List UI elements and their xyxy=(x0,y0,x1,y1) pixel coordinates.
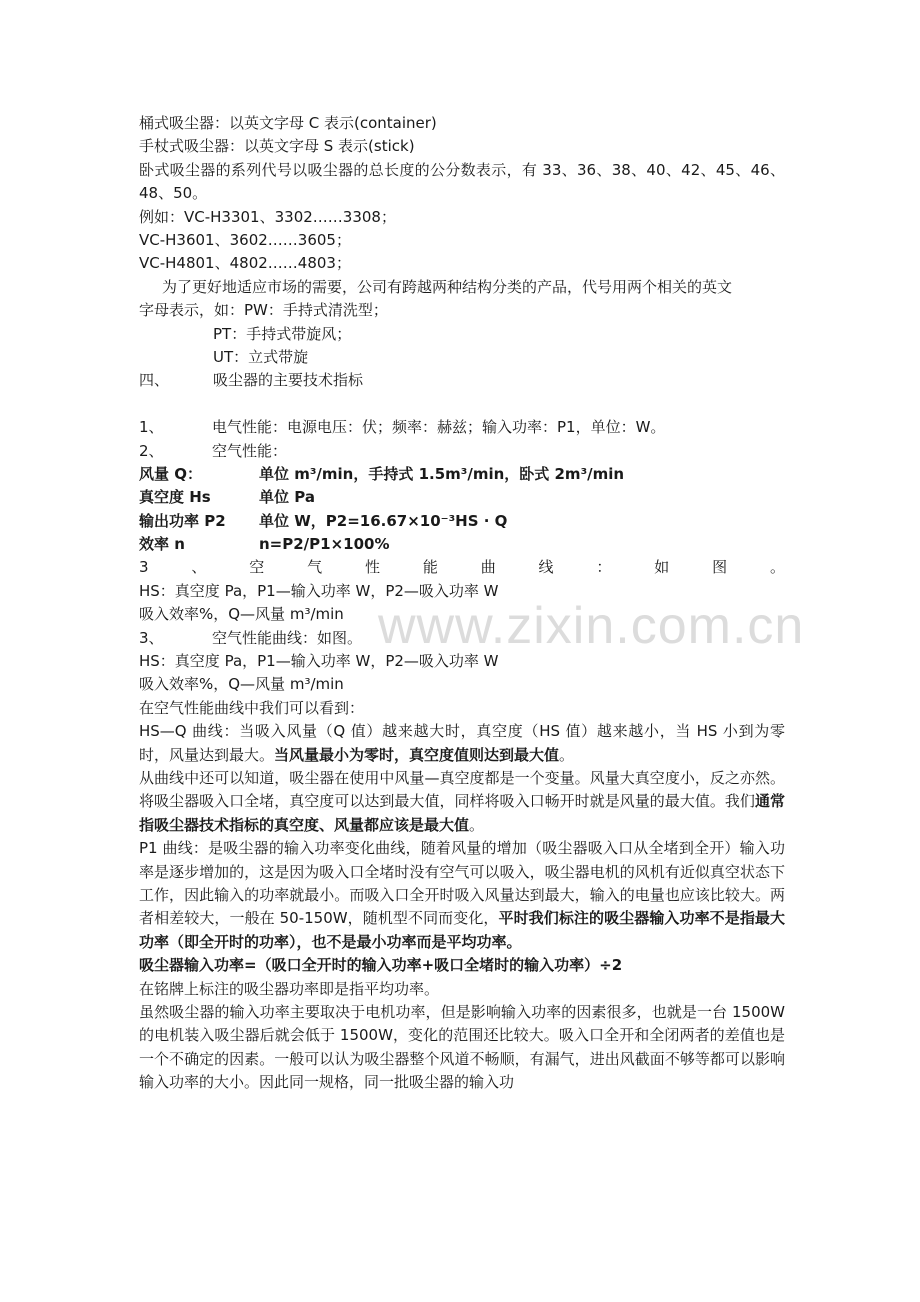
text-line: VC-H4801、4802……4803； xyxy=(139,254,351,273)
emphasis-text: 平时我们标注的吸尘器输入功率不是指最大功率（即全开时的功率），也不是最小功率而是平均功率。 xyxy=(139,909,785,951)
paragraph-text: 。 xyxy=(469,815,485,834)
text-line: UT：立式带旋 xyxy=(213,347,309,366)
list-number: 2、 xyxy=(139,441,164,460)
spec-label: 风量 Q： xyxy=(139,464,202,483)
spec-row xyxy=(139,533,785,556)
list-item xyxy=(139,440,785,463)
spec-value: 单位 m³/min，手持式 1.5m³/min，卧式 2m³/min xyxy=(259,464,625,483)
paragraph-text: HS—Q 曲线：当吸入风量（Q 值）越来越大时，真空度（HS 值）越来越小，当 HS 小到为零时，风量达到最大。 xyxy=(139,722,785,764)
list-text: 空气性能曲线：如图。 xyxy=(212,628,363,647)
spread-char: 。 xyxy=(769,558,785,577)
spec-row xyxy=(139,463,785,486)
spec-row xyxy=(139,510,785,533)
list-text: 空气性能： xyxy=(212,441,288,460)
spread-char: ： xyxy=(596,558,612,577)
text-paragraph: 卧式吸尘器的系列代号以吸尘器的总长度的公分数表示，有 33、36、38、40、42、45、46、48、50。 xyxy=(139,160,785,203)
spec-value: 单位 Pa xyxy=(259,488,315,507)
paragraph-text: P1 曲线：是吸尘器的输入功率变化曲线，随着风量的增加（吸尘器吸入口从全堵到全开）输入功率是逐步增加的，这是因为吸入口全堵时没有空气可以吸入，吸尘器电机的风机有近似真空状态下工作，因此输入的功率就最小。而吸入口全开时吸入风量达到最大，输入的电量也应该比较大。两者相差较大，一般在 50-150W，随机型不同而变化， xyxy=(139,839,785,928)
text-line: 吸入效率%，Q—风量 m³/min xyxy=(139,605,344,624)
text-line: 桶式吸尘器：以英文字母 C 表示(container) xyxy=(139,114,437,132)
justified-line xyxy=(139,556,785,579)
document-body xyxy=(139,112,785,1095)
spread-char: 、 xyxy=(191,558,207,577)
spread-char: 能 xyxy=(422,558,438,577)
list-item xyxy=(139,416,785,439)
list-number: 1、 xyxy=(139,418,164,437)
spec-value: n=P2/P1×100% xyxy=(259,535,390,554)
list-item xyxy=(139,627,785,650)
spread-char: 如 xyxy=(654,558,670,577)
spec-label: 输出功率 P2 xyxy=(139,511,226,530)
text-line: 在空气性能曲线中我们可以看到： xyxy=(139,698,365,717)
text-line: 在铭牌上标注的吸尘器功率即是指平均功率。 xyxy=(139,979,440,998)
text-line: 吸入效率%，Q—风量 m³/min xyxy=(139,675,344,694)
spread-char: 性 xyxy=(364,558,380,577)
text-paragraph: 虽然吸尘器的输入功率主要取决于电机功率，但是影响输入功率的因素很多，也就是一台 1500W 的电机装入吸尘器后就会低于 1500W，变化的范围还比较大。吸入口全开和全闭两者的差值也是一个不确定的因素。一般可以认为吸尘器整个风道不畅顺，有漏气，进出风截面不够等都可以影响输入功率的大小。因此同一规格，同一批吸尘器的输入功 xyxy=(139,1003,785,1092)
spec-value: 单位 W，P2=16.67×10⁻³HS · Q xyxy=(259,511,508,530)
spread-char: 曲 xyxy=(480,558,496,577)
spec-label: 真空度 Hs xyxy=(139,488,211,507)
section-number: 四、 xyxy=(139,371,170,390)
formula-line: 吸尘器输入功率=（吸口全开时的输入功率+吸口全堵时的输入功率）÷2 xyxy=(139,956,623,975)
spread-char: 气 xyxy=(307,558,323,577)
text-line: HS：真空度 Pa，P1—输入功率 W，P2—吸入功率 W xyxy=(139,581,499,600)
spec-label: 效率 n xyxy=(139,535,185,554)
text-line: HS：真空度 Pa，P1—输入功率 W，P2—吸入功率 W xyxy=(139,652,499,671)
list-number: 3、 xyxy=(139,628,164,647)
text-line: VC-H3601、3602……3605； xyxy=(139,230,351,249)
spread-char: 线 xyxy=(538,558,554,577)
text-line: 手杖式吸尘器：以英文字母 S 表示(stick) xyxy=(139,137,415,156)
spread-char: 图 xyxy=(712,558,728,577)
section-title: 吸尘器的主要技术指标 xyxy=(213,371,364,390)
paragraph-text: 。 xyxy=(559,745,575,764)
blank-line xyxy=(139,393,785,416)
spread-char: 空 xyxy=(249,558,265,577)
text-paragraph xyxy=(139,720,785,767)
text-line: 例如：VC-H3301、3302……3308； xyxy=(139,207,396,226)
spec-row xyxy=(139,486,785,509)
spread-char: 3 xyxy=(139,558,149,577)
paragraph-text: 从曲线中还可以知道，吸尘器在使用中风量—真空度都是一个变量。风量大真空度小，反之亦然。将吸尘器吸入口全堵，真空度可以达到最大值，同样将吸入口畅开时就是风量的最大值。我们 xyxy=(139,769,785,811)
section-heading xyxy=(139,369,785,392)
list-text: 电气性能：电源电压：伏；频率：赫兹；输入功率：P1，单位：W。 xyxy=(212,418,666,437)
text-line: 字母表示，如：PW：手持式清洗型； xyxy=(139,301,388,320)
emphasis-text: 通常指吸尘器技术指标的真空度、风量都应该是最大值 xyxy=(139,792,785,834)
emphasis-text: 当风量最小为零时，真空度值则达到最大值 xyxy=(274,745,560,764)
text-paragraph: 为了更好地适应市场的需要，公司有跨越两种结构分类的产品，代号用两个相关的英文 xyxy=(162,277,733,296)
text-paragraph xyxy=(139,767,785,837)
text-paragraph xyxy=(139,837,785,954)
watermark: www.zixin.com.cn xyxy=(378,597,805,655)
text-line: PT：手持式带旋风； xyxy=(213,324,352,343)
